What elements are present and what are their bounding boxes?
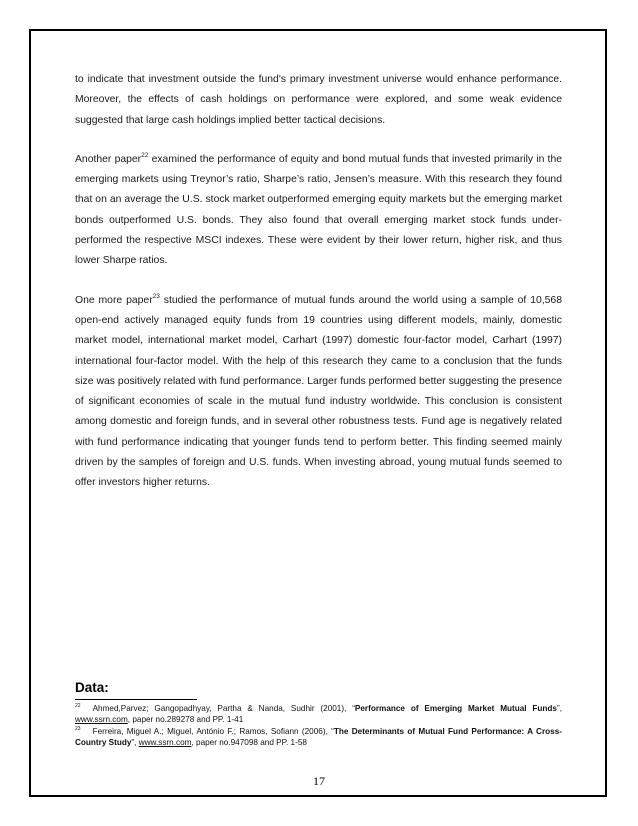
footnote-22 bbox=[75, 703, 562, 726]
footnote-separator bbox=[75, 699, 197, 700]
body-text bbox=[75, 70, 562, 513]
paragraph-3-rest: studied the performance of mutual funds around the world using a sample of 10,568 open-end actively managed equity funds from 19 countries using different models, mainly, domestic market model, international market model, Carhart (1997) domestic four-factor model, Carhart (1997) international four-factor model. With the help of this research they came to a conclusion that the funds size was positively related with fund performance. Larger funds performed better suggesting the presence of significant economies of scale in the mutual fund industry worldwide. This conclusion is consistent among domestic and foreign funds, and in several other robustness tests. Fund age is negatively related with fund performance indicating that younger funds tend to perform better. This finding seemed mainly driven by the samples of foreign and U.S. funds. When investing abroad, young mutual funds seemed to offer investors higher returns. bbox=[75, 294, 562, 489]
paragraph-3 bbox=[75, 291, 562, 494]
footnote-title: Performance of Emerging Market Mutual Funds bbox=[354, 704, 557, 713]
footnotes bbox=[75, 703, 562, 749]
paragraph-2-lead: Another paper bbox=[75, 153, 142, 165]
page-number: 17 bbox=[313, 774, 325, 788]
footnote-authors: Ferreira, Miguel A.; Miguel, António F.; Ramos, Sofiann (2006), “ bbox=[92, 726, 334, 736]
footnote-after-title: ”, bbox=[131, 738, 139, 748]
footnote-after-title: ”, bbox=[556, 704, 562, 713]
footnote-number: 23 bbox=[75, 725, 81, 732]
paragraph-2-rest: examined the performance of equity and bond mutual funds that invested primarily in the emerging markets using Treynor’s ratio, Sharpe’s ratio, Jensen’s measure. With this research they found that on an average the U.S. stock market outperformed emerging equity markets but the emerging market bonds outperformed U.S. bonds. They also found that overall emerging market stock funds under-performed the respective MSCI indexes. These were evident by their lower return, higher risk, and thus lower Sharpe ratios. bbox=[75, 153, 563, 267]
data-heading: Data: bbox=[75, 680, 109, 695]
footnote-tail: , paper no.947098 and PP. 1-58 bbox=[191, 738, 307, 748]
paragraph-3-lead: One more paper bbox=[75, 294, 153, 306]
footnote-number: 22 bbox=[75, 703, 81, 709]
paragraph-2 bbox=[75, 150, 562, 272]
footnote-link[interactable]: www.ssrn.com bbox=[138, 738, 192, 748]
footnote-23 bbox=[75, 726, 562, 749]
footnote-title: The Determinants of Mutual Fund Performance: A Cross-Country Study bbox=[75, 726, 562, 748]
footnote-authors: Ahmed,Parvez; Gangopadhyay, Partha & Nanda, Sudhir (2001), “ bbox=[92, 704, 355, 713]
footnote-link[interactable]: www.ssrn.com bbox=[75, 715, 128, 725]
paragraph-1: to indicate that investment outside the fund's primary investment universe would enhance performance. Moreover, the effects of cash holdings on performance were explored, and some weak evidence suggested that large cash holdings implied better tactical decisions. bbox=[75, 74, 562, 126]
footnote-ref-23[interactable]: 23 bbox=[152, 292, 160, 300]
footnote-ref-22[interactable]: 22 bbox=[141, 151, 149, 159]
footnote-tail: , paper no.289278 and PP. 1-41 bbox=[127, 715, 244, 725]
